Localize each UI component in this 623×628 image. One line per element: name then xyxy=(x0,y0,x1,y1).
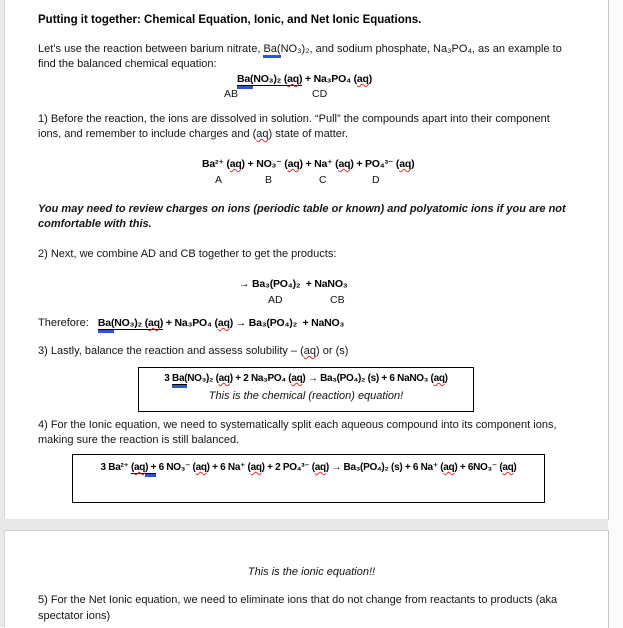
doc-title: Putting it together: Chemical Equation, Ionic, and Net Ionic Equations. xyxy=(38,14,422,26)
step-1-line-1: 1) Before the reaction, the ions are dissolved in solution. “Pull” the compounds apart into their component xyxy=(38,113,550,125)
therefore-line xyxy=(38,317,344,330)
ion-label-a: A xyxy=(215,174,223,186)
step-5-line-2: spectator ions) xyxy=(38,610,111,622)
intro-line-1: Let’s use the reaction between barium nitrate, Ba(NO₃)₂, and sodium phosphate, Na₃PO₄, as an example to xyxy=(38,43,562,55)
step-5-line-1: 5) For the Net Ionic equation, we need to eliminate ions that do not change from reactants to products (aka xyxy=(38,594,558,606)
ion-label-b: B xyxy=(265,174,273,186)
unbalanced-equation: Ba(NO₃)₂ (aq) + Na₃PO₄ (aq) xyxy=(237,73,373,85)
step-4-line-1: 4) For the Ionic equation, we need to systematically split each aqueous compound into its component ions, xyxy=(38,419,557,431)
label-cb: CB xyxy=(330,294,345,306)
ion-equation: Ba²⁺ (aq) + NO₃⁻ (aq) + Na⁺ (aq) + PO₄³⁻ (aq) xyxy=(202,158,415,170)
label-cd: CD xyxy=(312,88,328,100)
ion-label-c: C xyxy=(319,174,327,186)
review-note-line-2: comfortable with this. xyxy=(38,218,152,230)
ionic-equation: 3 Ba²⁺ (aq) + 6 NO₃⁻ (aq) + 6 Na⁺ (aq) + 2 PO₄³⁻ (aq) → Ba₃(PO₄)₂ (s) + 6 Na⁺ (aq) + 6NO₃⁻ (aq) xyxy=(100,462,517,473)
intro-line-2: find the balanced chemical equation: xyxy=(38,58,217,70)
label-ad: AD xyxy=(268,294,283,306)
review-note-line-1: You may need to review charges on ions (periodic table or known) and polyatomic ions if you are not xyxy=(38,203,566,215)
step-1-line-2: ions, and remember to include charges and (aq) state of matter. xyxy=(38,128,349,140)
chemical-equation: 3 Ba(NO₃)₂ (aq) + 2 Na₃PO₄ (aq) → Ba₃(PO₄)₂ (s) + 6 NaNO₃ (aq) xyxy=(164,373,448,384)
page-gap xyxy=(0,519,608,530)
label-ab: AB xyxy=(224,88,239,100)
chemical-equation-box xyxy=(138,367,474,412)
ion-label-d: D xyxy=(372,174,380,186)
products-equation: → Ba₃(PO₄)₂ + NaNO₃ xyxy=(239,278,348,290)
chemical-equation-caption: This is the chemical (reaction) equation! xyxy=(208,390,404,402)
ionic-equation-caption: This is the ionic equation!! xyxy=(247,566,376,578)
step-4-line-2: making sure the reaction is still balanced. xyxy=(38,434,240,446)
step-2: 2) Next, we combine AD and CB together to get the products: xyxy=(38,248,337,260)
therefore-prefix: Therefore: xyxy=(38,317,98,329)
therefore-equation: Ba(NO₃)₂ (aq) + Na₃PO₄ (aq) → Ba₃(PO₄)₂ + NaNO₃ xyxy=(97,317,345,329)
step-3: 3) Lastly, balance the reaction and assess solubility – (aq) or (s) xyxy=(38,345,349,357)
ionic-equation-box xyxy=(72,454,545,503)
